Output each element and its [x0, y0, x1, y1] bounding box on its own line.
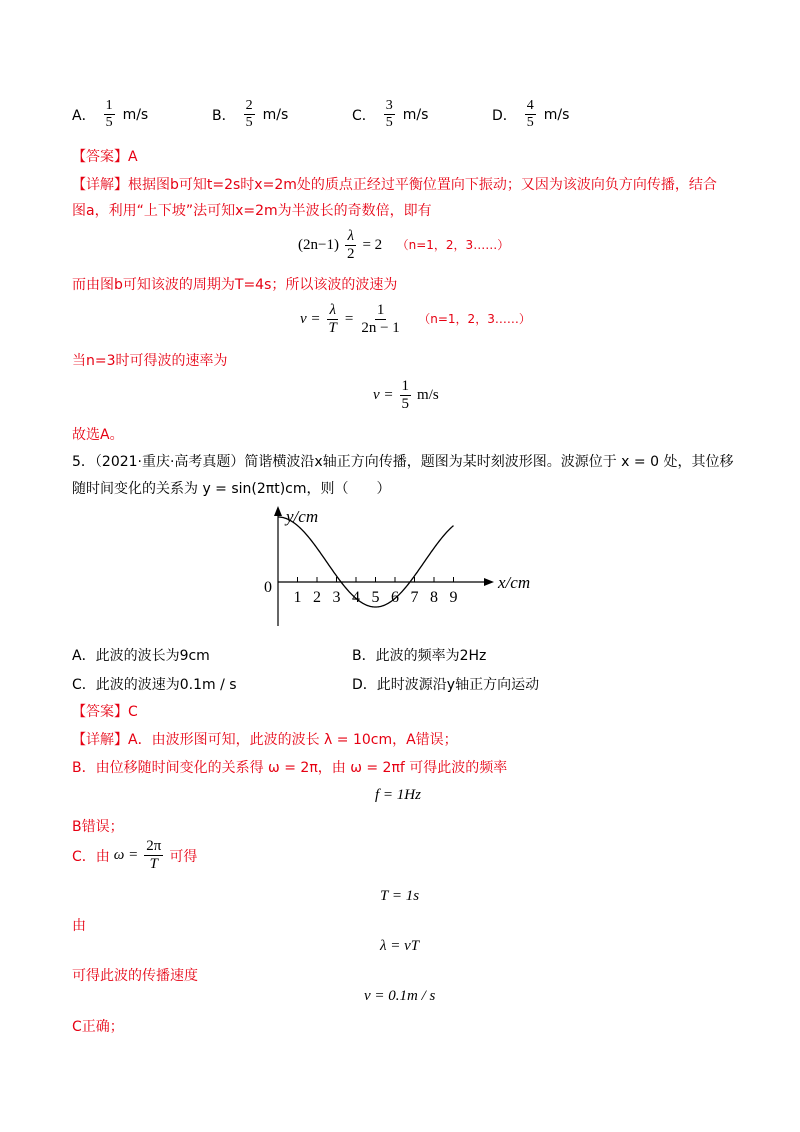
q4-period-line: 而由图b可知该波的周期为T=4s；所以该波的波速为: [72, 277, 398, 293]
q5-detail-b: B．由位移随时间变化的关系得 ω = 2π，由 ω = 2πf 可得此波的频率: [72, 760, 508, 776]
q4-option-d: D． $\frac{4}{5}$ m/s: [492, 98, 570, 131]
q5-b-wrong: B错误；: [72, 819, 124, 835]
q5-stem-line2: 随时间变化的关系为 y = sin(2πt)cm，则（ ）: [72, 481, 391, 497]
x-axis-arrow: [484, 578, 494, 586]
y-axis-label: y/cm: [286, 507, 319, 526]
x-tick-label: 8: [430, 589, 438, 606]
x-tick-label: 3: [332, 589, 341, 606]
x-tick-label: 4: [352, 589, 360, 606]
q4-option-c: C． $\frac{3}{5}$ m/s: [352, 98, 429, 131]
q5-eq-v: v = 0.1m / s: [364, 988, 436, 1004]
q4-conclusion: 故选A。: [72, 427, 124, 443]
q5-option-c: C．此波的波速为0.1m / s: [72, 677, 237, 693]
q4-option-a: A． $\frac{1}{5}$ m/s: [72, 98, 149, 131]
q4-answer: 【答案】A: [72, 149, 138, 165]
q5-c-right: C正确；: [72, 1019, 124, 1035]
wave-curve: [278, 517, 454, 607]
q4-formula1: (2n−1) $\frac{\lambda}{2}$ = 2 （n=1，2，3……）: [298, 228, 510, 263]
q5-stem-line1: 5．（2021·重庆·高考真题）简谐横波沿x轴正方向传播，题图为某时刻波形图。波源位于 x = 0 处，其位移: [72, 454, 734, 470]
q4-detail-line2: 图a，利用“上下坡”法可知x=2m为半波长的奇数倍，即有: [72, 203, 432, 219]
q5-eq-f: f = 1Hz: [375, 787, 421, 803]
q5-eq-lambda: λ = vT: [380, 938, 420, 954]
q5-option-d: D．此时波源沿y轴正方向运动: [352, 677, 540, 693]
x-tick-label: 2: [313, 589, 321, 606]
q5-speed-line: 可得此波的传播速度: [72, 968, 198, 984]
x-axis-label: x/cm: [498, 573, 531, 592]
q5-answer: 【答案】C: [72, 704, 138, 720]
x-tick-label: 7: [410, 589, 419, 606]
q4-detail-line1: 【详解】根据图b可知t=2s时x=2m处的质点正经过平衡位置向下振动；又因为该波向负方向传播，结合: [72, 177, 717, 193]
q5-option-a: A．此波的波长为9cm: [72, 648, 210, 664]
q5-option-b: B．此波的频率为2Hz: [352, 648, 487, 664]
q4-options: [72, 98, 592, 131]
q4-formula2: v = $\frac{\lambda}{T}$ = $\frac{1}{2n - 1}$ （n=1，2，3……）: [300, 302, 531, 337]
q4-formula3: v = $\frac{1}{5}$ m/s: [373, 378, 439, 413]
q5-c-line: C．由 ω = $\frac{2\pi}{T}$ 可得: [72, 838, 198, 873]
q5-you: 由: [72, 918, 86, 934]
wave-chart: [258, 502, 538, 634]
y-axis-arrow: [274, 506, 282, 516]
q4-option-b: B． $\frac{2}{5}$ m/s: [212, 98, 289, 131]
x-tick-label: 5: [371, 589, 380, 606]
q5-detail-a: 【详解】A．由波形图可知，此波的波长 λ = 10cm，A错误；: [72, 732, 458, 748]
x-tick-label: 9: [449, 589, 458, 606]
x-tick-label: 6: [391, 589, 399, 606]
origin-label: 0: [264, 579, 272, 596]
q4-n3-line: 当n=3时可得波的速率为: [72, 353, 228, 369]
q5-eq-T: T = 1s: [380, 888, 420, 904]
x-tick-label: 1: [293, 589, 302, 606]
